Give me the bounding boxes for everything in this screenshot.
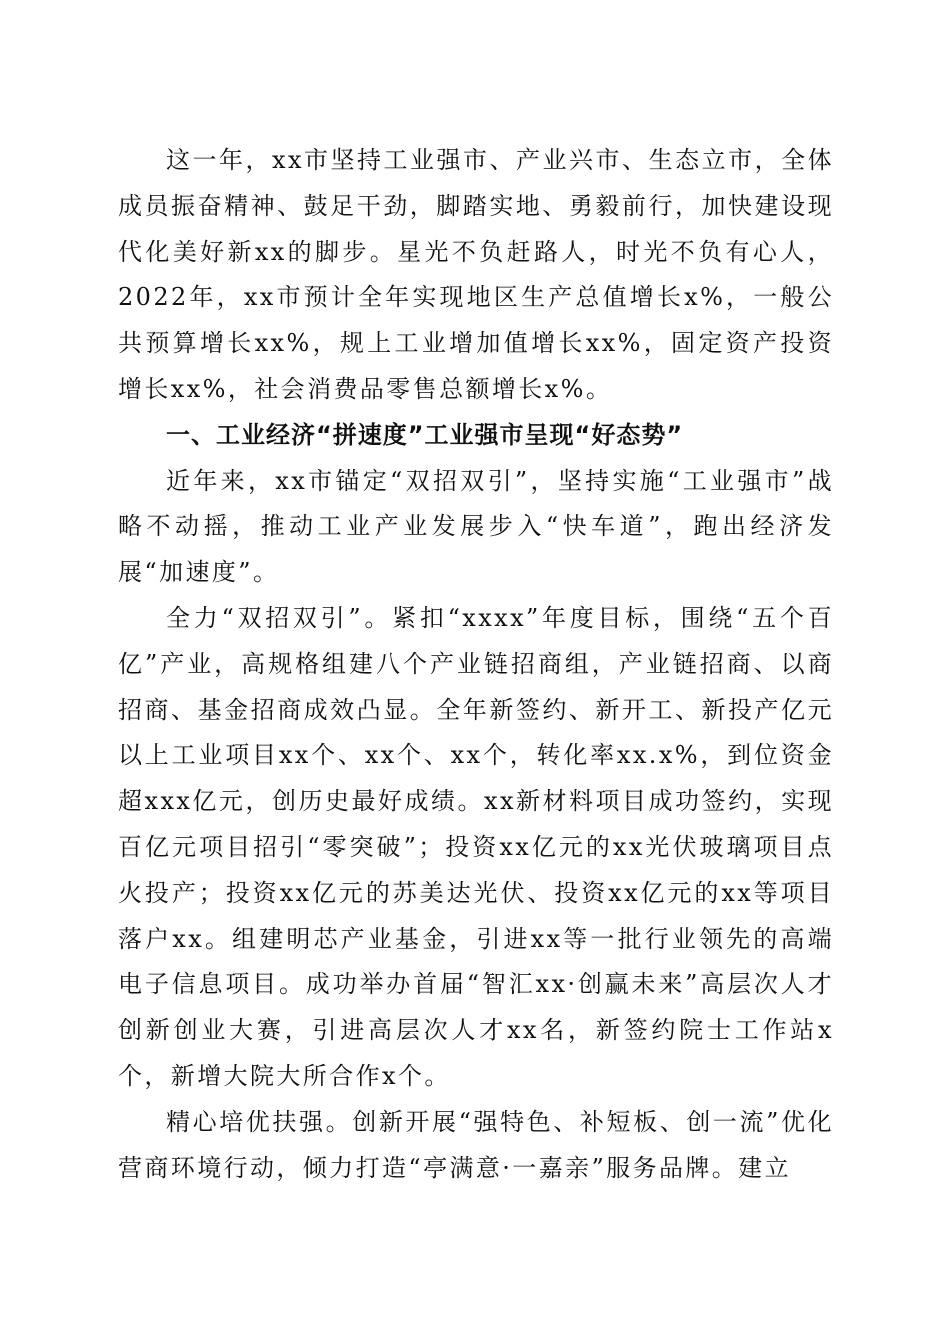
paragraph-intro: 这一年，xx市坚持工业强市、产业兴市、生态立市，全体成员振奋精神、鼓足干劲，脚踏实地、勇毅前行，加快建设现代化美好新xx的脚步。星光不负赶路人，时光不负有心人，2022年，xx市预计全年实现地区生产总值增长x%，一般公共预算增长xx%，规上工业增加值增长xx%，固定资产投资增长xx%，社会消费品零售总额增长x%。	[118, 146, 834, 403]
paragraph-investment: 全力“双招双引”。紧扣“xxxx”年度目标，围绕“五个百亿”产业，高规格组建八个产业链招商组，产业链招商、以商招商、基金招商成效凸显。全年新签约、新开工、新投产亿元以上工业项目xx个、xx个、xx个，转化率xx.x%，到位资金超xxx亿元，创历史最好成绩。xx新材料项目成功签约，实现百亿元项目招引“零突破”；投资xx亿元的xx光伏玻璃项目点火投产；投资xx亿元的苏美达光伏、投资xx亿元的xx等项目落户xx。组建明芯产业基金，引进xx等一批行业领先的高端电子信息项目。成功举办首届“智汇xx·创赢未来”高层次人才创新创业大赛，引进高层次人才xx名，新签约院士工作站x个，新增大院大所合作x个。	[118, 603, 834, 1090]
paragraph-cultivation: 精心培优扶强。创新开展“强特色、补短板、创一流”优化营商环境行动，倾力打造“亭满意·一嘉亲”服务品牌。建立	[118, 1107, 834, 1182]
document-body	[118, 138, 834, 1191]
section-heading: 一、工业经济“拼速度”工业强市呈现“好态势”	[166, 420, 684, 449]
paragraph-overview: 近年来，xx市锚定“双招双引”，坚持实施“工业强市”战略不动摇，推动工业产业发展步入“快车道”，跑出经济发展“加速度”。	[118, 466, 834, 587]
